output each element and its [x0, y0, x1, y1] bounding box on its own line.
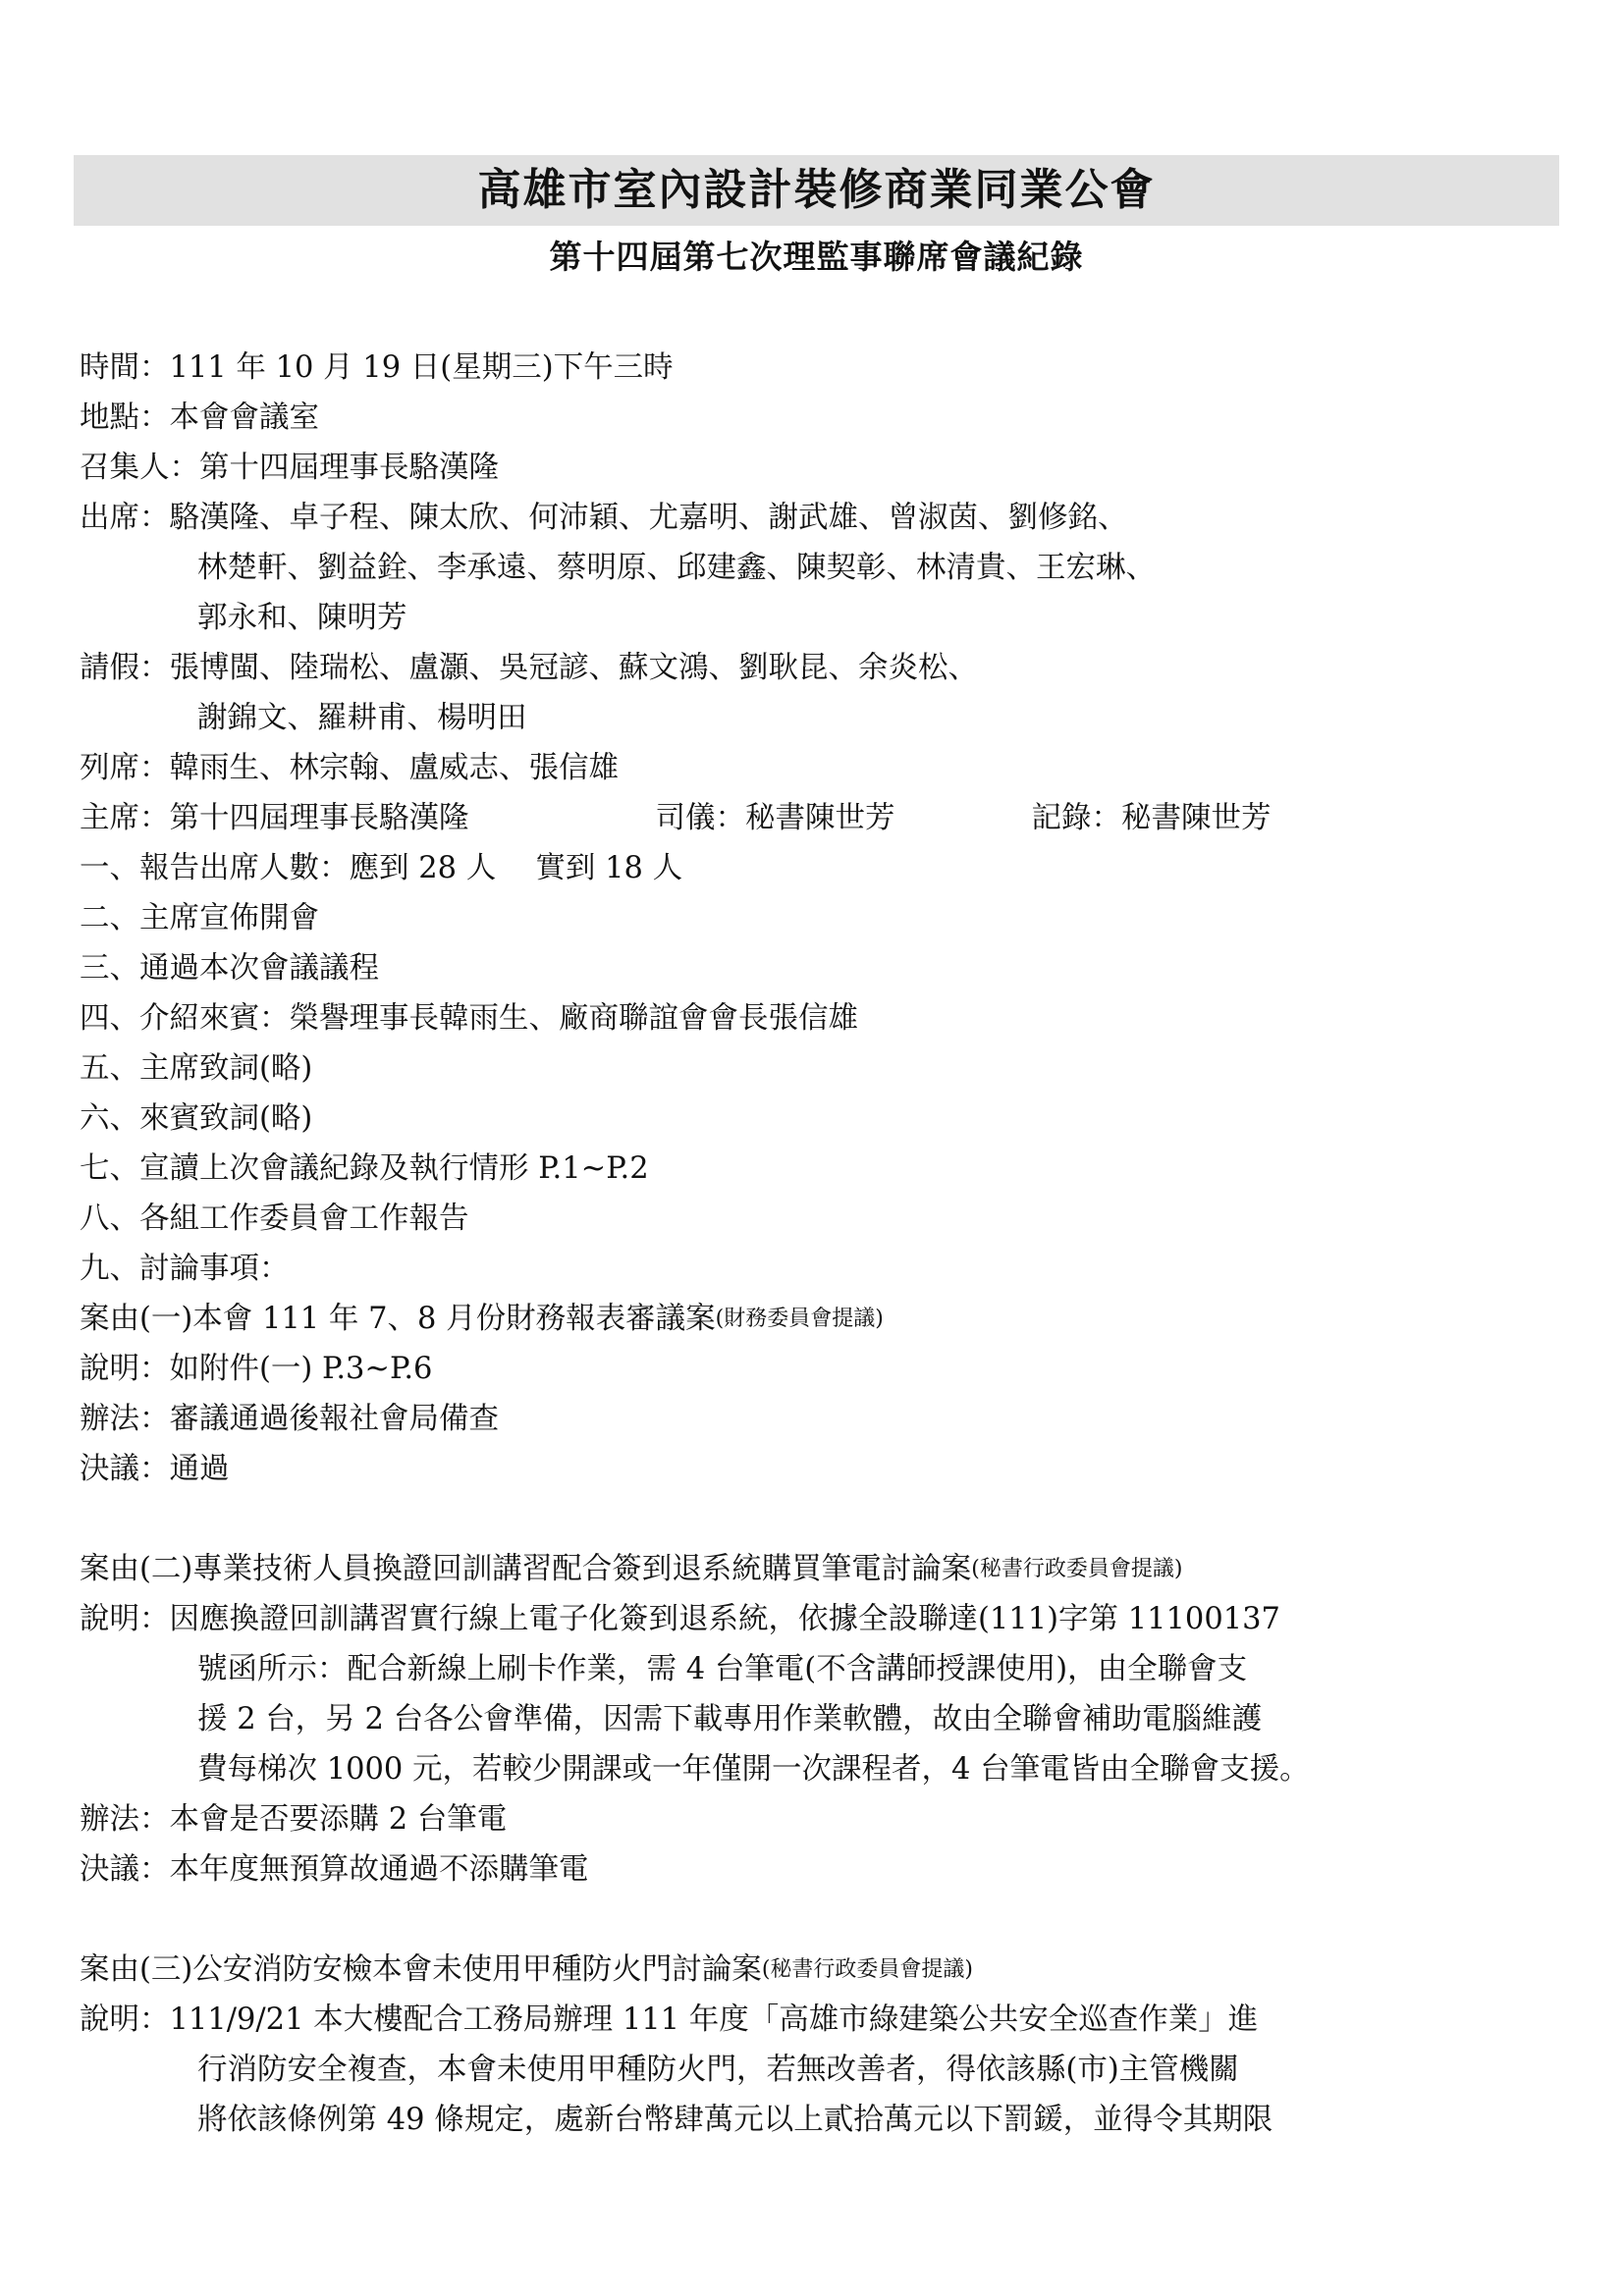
case-description [80, 1995, 1572, 2045]
case-proposer: (財務委員會提議) [715, 1307, 884, 1331]
case-method [80, 1794, 1572, 1844]
desc-label: 說明： [80, 1602, 170, 1636]
document-subtitle: 第十四屆第七次理監事聯席會議紀錄 [549, 238, 1084, 276]
place-value: 本會會議室 [169, 400, 319, 435]
resolution-value: 通過 [169, 1452, 230, 1486]
meeting-place [80, 393, 1572, 443]
case-title-text: 案由(一)本會 111 年 7、8 月份財務報表審議案 [80, 1302, 716, 1336]
agenda-item: 五、主席致詞(略) [80, 1051, 313, 1086]
desc-line: 將依該條例第 49 條規定，處新台幣肆萬元以上貳拾萬元以下罰鍰，並得令其期限 [197, 2103, 1273, 2137]
attend-line: 駱漢隆、卓子程、陳太欣、何沛穎、尤嘉明、謝武雄、曾淑茵、劉修銘、 [169, 501, 1128, 535]
desc-line: 如附件(一) P.3~P.6 [169, 1352, 433, 1386]
agenda-item: 九、討論事項： [80, 1252, 290, 1286]
recorder-text: 記錄：秘書陳世芳 [1031, 801, 1272, 835]
agenda-item: 三、通過本次會議議程 [80, 951, 379, 986]
case-title [80, 1294, 1572, 1344]
minutes-body [80, 343, 1572, 2145]
agenda-item: 七、宣讀上次會議紀錄及執行情形 P.1~P.2 [80, 1151, 649, 1186]
case-description [80, 1344, 1572, 1394]
attend-line: 郭永和、陳明芳 [197, 601, 407, 635]
method-label: 辦法： [80, 1802, 170, 1837]
method-value: 本會是否要添購 2 台筆電 [169, 1802, 508, 1837]
desc-line: 行消防安全複查，本會未使用甲種防火門，若無改善者，得依該縣(市)主管機關 [197, 2053, 1239, 2087]
desc-label: 說明： [80, 1352, 170, 1386]
attendees [80, 493, 1572, 543]
method-label: 辦法： [80, 1402, 170, 1436]
case-description [80, 1594, 1572, 1644]
place-label: 地點： [80, 400, 170, 435]
agenda-item: 二、主席宣佈開會 [80, 901, 319, 935]
case-title [80, 1945, 1572, 1995]
guests-label: 列席： [80, 751, 170, 785]
case-proposer: (秘書行政委員會提議) [971, 1557, 1183, 1581]
case-title-text: 案由(三)公安消防安檢本會未使用甲種防火門討論案 [80, 1952, 762, 1987]
attend-line: 林楚軒、劉益銓、李承遠、蔡明原、邱建鑫、陳契彰、林清貴、王宏琳、 [197, 551, 1156, 585]
desc-line: 費每梯次 1000 元，若較少開課或一年僅開一次課程者，4 台筆電皆由全聯會支援。 [197, 1752, 1310, 1787]
attend-label: 出席： [80, 501, 170, 535]
guests-value: 韓雨生、林宗翰、盧威志、張信雄 [169, 751, 619, 785]
case-method [80, 1394, 1572, 1444]
convener-value: 第十四屆理事長駱漢隆 [199, 451, 499, 485]
desc-line: 111/9/21 本大樓配合工務局辦理 111 年度「高雄市綠建築公共安全巡查作業」進 [169, 2002, 1259, 2037]
guests [80, 743, 1572, 793]
meeting-convener [80, 443, 1572, 493]
leave-label: 請假： [80, 651, 170, 685]
desc-line: 援 2 台，另 2 台各公會準備，因需下載專用作業軟體，故由全聯會補助電腦維護 [197, 1702, 1263, 1736]
resolution-value: 本年度無預算故通過不添購筆電 [169, 1852, 589, 1887]
convener-label: 召集人： [80, 451, 199, 485]
meeting-time [80, 343, 1572, 393]
desc-label: 說明： [80, 2002, 170, 2037]
on-leave [80, 643, 1572, 693]
agenda-item: 一、報告出席人數：應到 28 人 實到 18 人 [80, 851, 683, 885]
case-proposer: (秘書行政委員會提議) [761, 1957, 973, 1982]
time-value: 111 年 10 月 19 日(星期三)下午三時 [169, 350, 674, 385]
case-resolution [80, 1444, 1572, 1494]
chair-value: 第十四屆理事長駱漢隆 [169, 801, 469, 835]
agenda-item: 六、來賓致詞(略) [80, 1101, 313, 1136]
resolution-label: 決議： [80, 1452, 170, 1486]
mc-text: 司儀：秘書陳世芳 [655, 801, 895, 835]
case-title-text: 案由(二)專業技術人員換證回訓講習配合簽到退系統購買筆電討論案 [80, 1552, 972, 1586]
case-resolution [80, 1844, 1572, 1895]
chair-label: 主席： [80, 801, 170, 835]
leave-line: 張博閩、陸瑞松、盧灝、吳冠諺、蘇文鴻、劉耿昆、余炎松、 [169, 651, 978, 685]
desc-line: 因應換證回訓講習實行線上電子化簽到退系統，依據全設聯達(111)字第 11100137 [169, 1602, 1280, 1636]
agenda-item: 四、介紹來賓：榮譽理事長韓雨生、廠商聯誼會會長張信雄 [80, 1001, 858, 1036]
time-label: 時間： [80, 350, 170, 385]
desc-line: 號函所示：配合新線上刷卡作業，需 4 台筆電(不含講師授課使用)，由全聯會支 [197, 1652, 1248, 1686]
method-value: 審議通過後報社會局備查 [169, 1402, 499, 1436]
resolution-label: 決議： [80, 1852, 170, 1887]
chair-row [80, 793, 1572, 843]
agenda-item: 八、各組工作委員會工作報告 [80, 1201, 469, 1236]
document-title: 高雄市室內設計裝修商業同業公會 [477, 165, 1156, 215]
case-title [80, 1544, 1572, 1594]
leave-line: 謝錦文、羅耕甫、楊明田 [197, 701, 527, 735]
